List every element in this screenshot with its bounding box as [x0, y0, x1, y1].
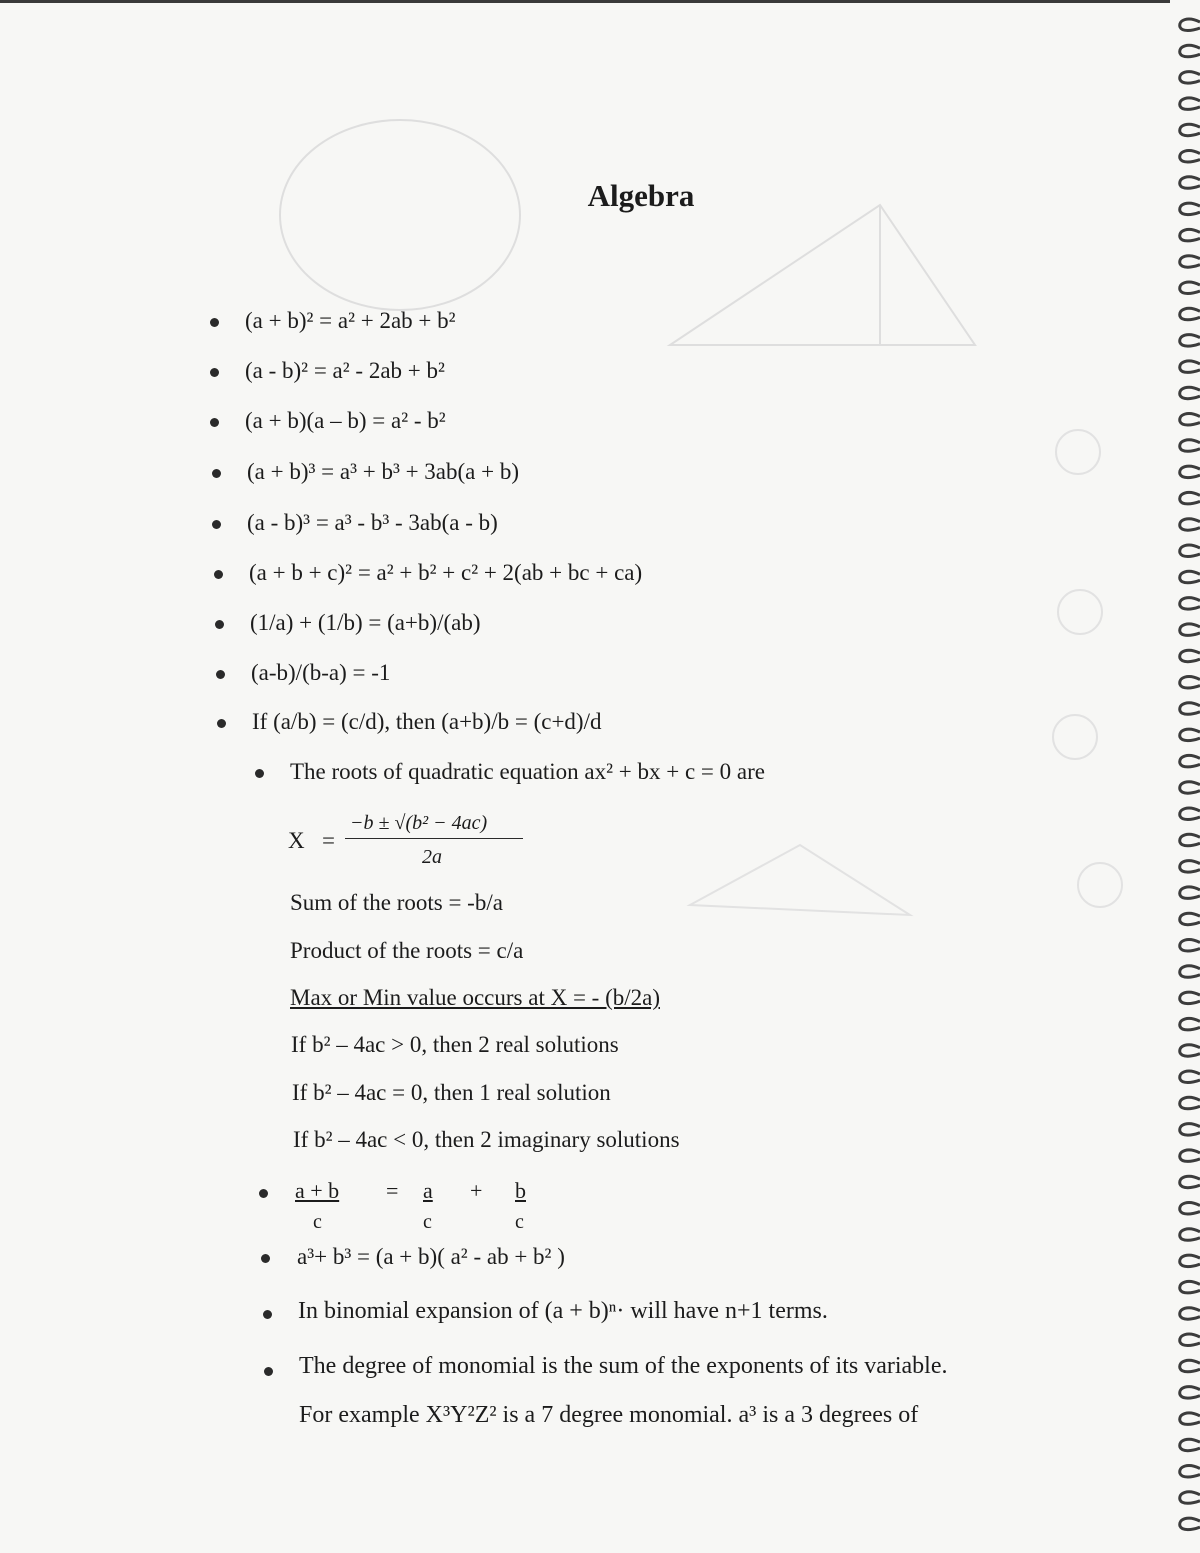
- spiral-loop: [1180, 729, 1200, 740]
- spiral-loop: [1180, 1255, 1200, 1266]
- spiral-loop: [1180, 387, 1200, 398]
- spiral-loop: [1180, 887, 1200, 898]
- bullet: [210, 368, 219, 377]
- spiral-loop: [1180, 361, 1200, 372]
- spiral-loop: [1180, 1413, 1200, 1424]
- spiral-loop: [1180, 229, 1200, 240]
- product-of-roots: Product of the roots = c/a: [290, 938, 524, 963]
- fraction-plus: +: [470, 1178, 483, 1203]
- spiral-loop: [1180, 940, 1200, 951]
- fraction-term2-denominator: c: [515, 1211, 524, 1233]
- monomial-degree: The degree of monomial is the sum of the exponents of its variable.: [299, 1353, 948, 1379]
- spiral-loop: [1180, 1466, 1200, 1477]
- spiral-loop: [1180, 256, 1200, 267]
- identity-3: (a + b)(a – b) = a² - b²: [245, 408, 446, 433]
- fraction-term1-denominator: c: [423, 1211, 432, 1233]
- fraction-bar: [345, 838, 523, 839]
- quadratic-numerator: −b ± √(b² − 4ac): [350, 812, 488, 834]
- spiral-loop: [1180, 1334, 1200, 1345]
- spiral-loop: [1180, 414, 1200, 425]
- quadratic-intro: The roots of quadratic equation ax² + bx + c = 0 are: [290, 759, 765, 784]
- fraction-lhs-denominator: c: [313, 1211, 322, 1233]
- spiral-loop: [1180, 650, 1200, 661]
- spiral-loop: [1180, 861, 1200, 872]
- spiral-loop: [1180, 808, 1200, 819]
- spiral-loop: [1180, 1124, 1200, 1135]
- identity-5: (a - b)³ = a³ - b³ - 3ab(a - b): [247, 510, 498, 535]
- spiral-binding: [1174, 0, 1200, 1553]
- spiral-loop: [1180, 335, 1200, 346]
- spiral-loop: [1180, 308, 1200, 319]
- spiral-loop: [1180, 755, 1200, 766]
- spiral-loop: [1180, 624, 1200, 635]
- identity-7: (1/a) + (1/b) = (a+b)/(ab): [250, 610, 481, 635]
- bullet: [210, 318, 219, 327]
- bullet: [259, 1189, 268, 1198]
- bullet: [261, 1254, 270, 1263]
- spiral-loop: [1180, 1439, 1200, 1450]
- bullet: [255, 769, 264, 778]
- spiral-loop: [1180, 1229, 1200, 1240]
- spiral-loop: [1180, 1018, 1200, 1029]
- discriminant-positive: If b² – 4ac > 0, then 2 real solutions: [291, 1032, 619, 1057]
- identity-1: (a + b)² = a² + 2ab + b²: [245, 308, 456, 333]
- spiral-loop: [1180, 677, 1200, 688]
- spiral-loop: [1180, 492, 1200, 503]
- spiral-loop: [1180, 1518, 1200, 1529]
- spiral-loop: [1180, 1150, 1200, 1161]
- discriminant-zero: If b² – 4ac = 0, then 1 real solution: [292, 1080, 611, 1105]
- discriminant-negative: If b² – 4ac < 0, then 2 imaginary solutions: [293, 1127, 680, 1152]
- monomial-example: For example X³Y²Z² is a 7 degree monomial. a³ is a 3 degrees of: [299, 1402, 919, 1428]
- spiral-loop: [1180, 545, 1200, 556]
- fraction-lhs-numerator: a + b: [295, 1178, 340, 1203]
- identity-2: (a - b)² = a² - 2ab + b²: [245, 358, 445, 383]
- bullet: [217, 719, 226, 728]
- quadratic-x-label: X: [288, 828, 305, 853]
- identity-8: (a-b)/(b-a) = -1: [251, 660, 391, 685]
- spiral-loop: [1180, 1387, 1200, 1398]
- identity-9: If (a/b) = (c/d), then (a+b)/b = (c+d)/d: [252, 709, 602, 734]
- spiral-loop: [1180, 1071, 1200, 1082]
- bullet: [210, 418, 219, 427]
- bullet: [214, 570, 223, 579]
- spiral-loop: [1180, 19, 1200, 30]
- bullet: [212, 520, 221, 529]
- spiral-loop: [1180, 598, 1200, 609]
- fraction-term1-numerator: a: [423, 1178, 433, 1203]
- spiral-loop: [1180, 440, 1200, 451]
- spiral-loop: [1180, 1308, 1200, 1319]
- sum-of-roots: Sum of the roots = -b/a: [290, 890, 503, 915]
- quadratic-denominator: 2a: [422, 846, 442, 868]
- sum-of-cubes: a³+ b³ = (a + b)( a² - ab + b² ): [297, 1244, 565, 1269]
- spiral-loop: [1180, 1176, 1200, 1187]
- fraction-equals: =: [386, 1178, 399, 1203]
- spiral-loop: [1180, 98, 1200, 109]
- quadratic-equals: =: [322, 828, 335, 853]
- bullet: [212, 469, 221, 478]
- identity-6: (a + b + c)² = a² + b² + c² + 2(ab + bc + ca): [249, 560, 643, 585]
- spiral-loop: [1180, 519, 1200, 530]
- fraction-term2-numerator: b: [515, 1178, 526, 1203]
- bullet: [215, 620, 224, 629]
- spiral-loop: [1180, 1097, 1200, 1108]
- spiral-loop: [1180, 992, 1200, 1003]
- spiral-loop: [1180, 72, 1200, 83]
- bullet: [216, 670, 225, 679]
- page-title: Algebra: [587, 178, 695, 213]
- spiral-loop: [1180, 282, 1200, 293]
- spiral-loop: [1180, 913, 1200, 924]
- spiral-loop: [1180, 124, 1200, 135]
- binomial-expansion: In binomial expansion of (a + b)ⁿ· will have n+1 terms.: [298, 1298, 828, 1324]
- spiral-loop: [1180, 1281, 1200, 1292]
- spiral-loop: [1180, 1360, 1200, 1371]
- max-min-value: Max or Min value occurs at X = - (b/2a): [290, 985, 660, 1010]
- spiral-loop: [1180, 1492, 1200, 1503]
- spiral-loop: [1180, 1203, 1200, 1214]
- spiral-loop: [1180, 466, 1200, 477]
- spiral-loop: [1180, 1045, 1200, 1056]
- bullet: [264, 1367, 273, 1376]
- spiral-loop: [1180, 834, 1200, 845]
- identity-4: (a + b)³ = a³ + b³ + 3ab(a + b): [247, 459, 520, 484]
- spiral-loop: [1180, 782, 1200, 793]
- spiral-loop: [1180, 571, 1200, 582]
- spiral-loop: [1180, 151, 1200, 162]
- spiral-loop: [1180, 703, 1200, 714]
- spiral-loop: [1180, 45, 1200, 56]
- spiral-loop: [1180, 966, 1200, 977]
- bullet: [263, 1310, 272, 1319]
